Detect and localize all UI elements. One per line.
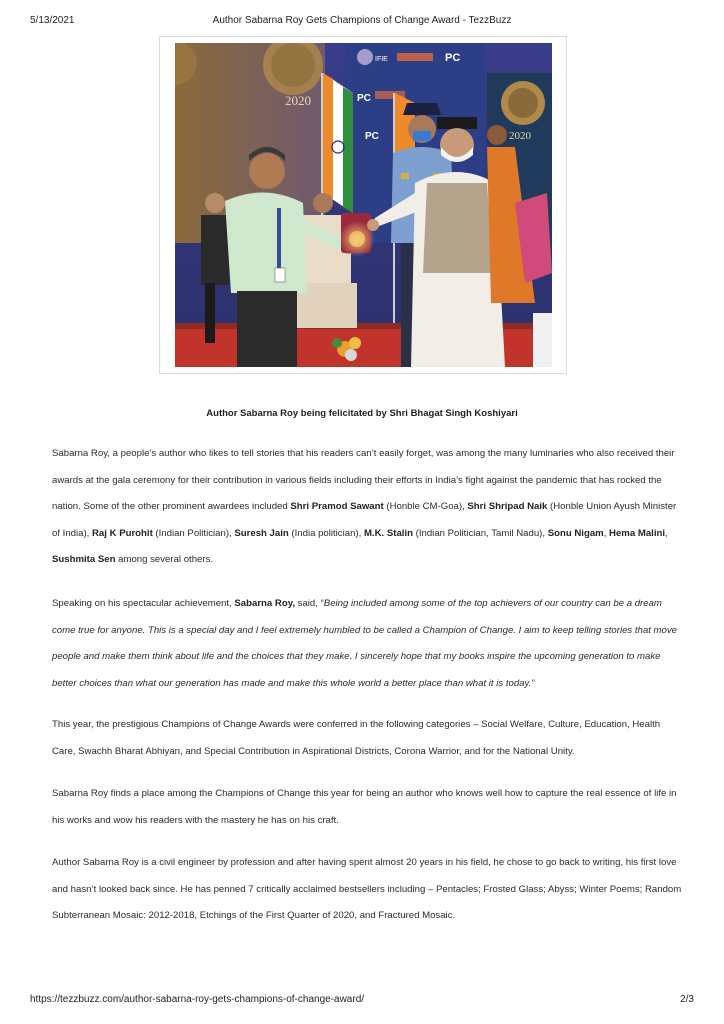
article-paragraph-awardees	[52, 441, 682, 574]
print-date: 5/13/2021	[30, 15, 75, 26]
article-paragraph-recognition	[52, 781, 682, 834]
bold-name: Sonu Nigam	[547, 527, 604, 539]
body-text: Sabarna Roy, a people’s author who likes to tell stories that his readers can’t easily forget, was among the many luminaries who also received their awards at the gala ceremony for their contribution in various fields including their efforts in India’s fight against the pandemic that has rocked the nation. Some of the other prominent awardees included	[52, 448, 675, 513]
body-text: This year, the prestigious Champions of Change Awards were conferred in the following categories – Social Welfare, Culture, Education, Health Care, Swachh Bharat Abhiyan, and Special Contribution in Aspirational Districts, Corona Warrior, and for the National Unity.	[52, 719, 661, 757]
bold-name: Shri Shripad Naik	[467, 501, 548, 513]
photo-frame	[159, 36, 567, 374]
bold-name: Sabarna Roy,	[234, 598, 295, 609]
print-page-title: Author Sabarna Roy Gets Champions of Change Award - TezzBuzz	[212, 15, 512, 26]
body-text: among several others.	[115, 554, 214, 566]
bold-name: Shri Pramod Sawant	[290, 501, 384, 513]
page-url: https://tezzbuzz.com/author-sabarna-roy-gets-champions-of-change-award/	[30, 994, 365, 1005]
award-ceremony-illustration	[175, 43, 552, 367]
article-paragraph-biography	[52, 850, 682, 930]
banner-year-left: 2020	[285, 93, 311, 108]
article-paragraph-categories	[52, 712, 682, 765]
print-header	[30, 15, 694, 29]
body-text: said, “	[295, 598, 324, 609]
body-text: (Honble Union Ayush Minister of India),	[52, 501, 677, 539]
banner-year-right: 2020	[509, 130, 531, 142]
quote-text: Being included among some of the top achievers of our country can be a dream come true for anyone. This is a special day and I feel extremely humbled to be called a Champion of Change. I aim to keep telling stories that move people and make them think about life and the choices that they make. I sincerely hope that my books inspire the upcoming generation to make better choices than what our generation has made and make this whole world a better place than what it is today.”	[52, 598, 677, 689]
bold-name: M.K. Stalin	[363, 527, 413, 539]
logo-pc-3: PC	[365, 131, 379, 142]
bold-name: Sushmita Sen	[52, 554, 116, 566]
logo-pc-2: PC	[357, 93, 371, 104]
bold-name: Hema Malini	[609, 527, 666, 539]
photo-caption: Author Sabarna Roy being felicitated by Shri Bhagat Singh Koshiyari	[206, 408, 518, 419]
article-paragraph-quote	[52, 591, 682, 697]
body-text: (Indian Politician),	[152, 527, 235, 539]
body-text: (Indian Politician, Tamil Nadu),	[412, 527, 548, 539]
award-medal	[339, 213, 375, 257]
body-text: (India politician),	[288, 527, 364, 539]
bold-name: Raj K Purohit	[92, 527, 153, 539]
body-text: Author Sabarna Roy is a civil engineer by profession and after having spent almost 20 years in his field, he chose to go back to writing, his first love and hasn’t looked back since. He has penned 7 critically acclaimed bestsellers including – Pentacles; Frosted Glass; Abyss; Winter Poems; Random Subterranean Mosaic: 2012-2018, Etchings of the First Quarter of 2020, and Fractured Mosaic.	[52, 857, 682, 922]
body-text: (Honble CM-Goa),	[383, 501, 468, 513]
print-footer	[30, 994, 694, 1008]
logo-ifie: IFIE	[375, 56, 388, 63]
body-text: ,	[603, 527, 610, 539]
bold-name: Suresh Jain	[234, 527, 289, 539]
body-text: Sabarna Roy finds a place among the Champions of Change this year for being an author who knows well how to capture the real essence of life in his works and wow his readers with the mastery he has on his craft.	[52, 788, 677, 826]
body-text: ,	[665, 527, 668, 539]
body-text: Speaking on his spectacular achievement,	[52, 598, 235, 609]
logo-pc: PC	[445, 52, 461, 64]
award-ceremony-photo	[175, 43, 552, 367]
page-number: 2/3	[680, 994, 694, 1005]
